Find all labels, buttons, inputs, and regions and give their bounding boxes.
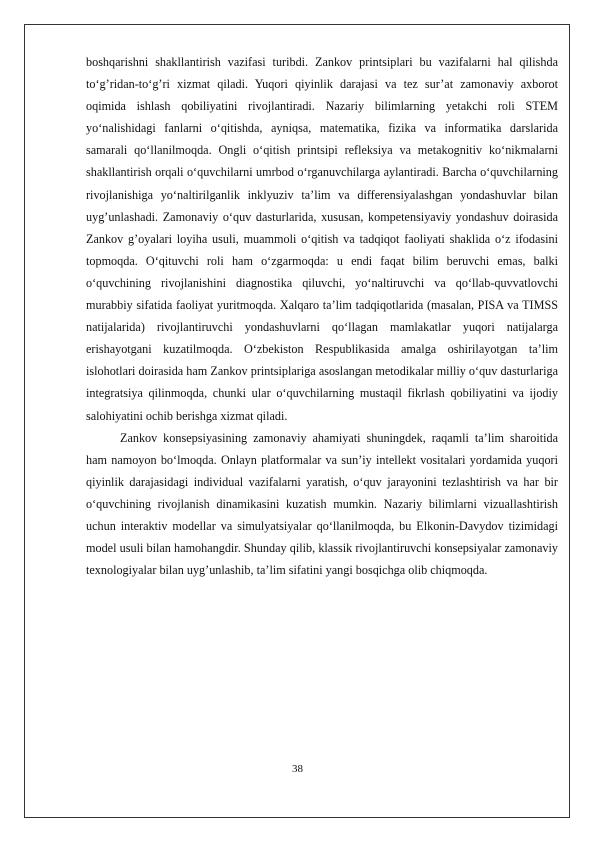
page-number: 38 <box>292 763 303 775</box>
document-body <box>86 51 558 581</box>
body-paragraph-1: boshqarishni shakllantirish vazifasi turibdi. Zankov printsiplari bu vazifalarni hal qilishda to‘g’ridan-to‘g’ri xizmat qiladi. Yuqori qiyinlik darajasi va tez sur’at zamonaviy axborot oqimida ishlash qobiliyatini rivojlantiradi. Nazariy bilimlarning yetakchi roli STEM yo‘nalishidagi fanlarni o‘qitishda, ayniqsa, matematika, fizika va informatika darslarida samarali qo‘llanilmoqda. Ongli o‘qitish printsipi refleksiya va metakognitiv ko‘nikmalarni shakllantirish orqali o‘quvchilarni umrbod o‘rganuvchilarga aylantiradi. Barcha o‘quvchilarning rivojlanishiga yo‘naltirilganlik inklyuziv ta’lim va differensiyalashgan yondashuvlar bilan uyg’unlashadi. Zamonaviy o‘quv dasturlarida, xususan, kompetensiyaviy yondashuv doirasida Zankov g’oyalari loyiha usuli, muammoli o‘qitish va tadqiqot faoliyati shaklida o‘z ifodasini topmoqda. O‘qituvchi roli ham o‘zgarmoqda: u endi faqat bilim beruvchi emas, balki o‘quvchining rivojlanishini diagnostika qiluvchi, yo‘naltiruvchi va qo‘llab-quvvatlovchi murabbiy sifatida faoliyat yuritmoqda. Xalqaro ta’lim tadqiqotlarida (masalan, PISA va TIMSS natijalarida) rivojlantiruvchi yondashuvlarni qo‘llagan mamlakatlar yuqori natijalarga erishayotgani kuzatilmoqda. O‘zbekiston Respublikasida amalga oshirilayotgan ta’lim islohotlari doirasida ham Zankov printsiplariga asoslangan metodikalar milliy o‘quv dasturlariga integratsiya qilinmoqda, chunki ular o‘quvchilarning mustaqil fikrlash qobiliyatini va ijodiy salohiyatini ochib berishga xizmat qiladi. <box>86 55 558 423</box>
body-paragraph-2: Zankov konsepsiyasining zamonaviy ahamiyati shuningdek, raqamli ta’lim sharoitida ham namoyon bo‘lmoqda. Onlayn platformalar va sun’iy intellekt vositalari yordamida yuqori qiyinlik darajasidagi individual vazifalarni yaratish, o‘quv jarayonini tezlashtirish va har bir o‘quvchining rivojlanish dinamikasini kuzatish mumkin. Nazariy bilimlarni vizuallashtirish uchun interaktiv modellar va simulyatsiyalar qo‘llanilmoqda, bu Elkonin-Davydov tizimidagi model usuli bilan hamohangdir. Shunday qilib, klassik rivojlantiruvchi konsepsiyalar zamonaviy texnologiyalar bilan uyg’unlashib, ta’lim sifatini yangi bosqichga olib chiqmoqda. <box>86 430 558 578</box>
